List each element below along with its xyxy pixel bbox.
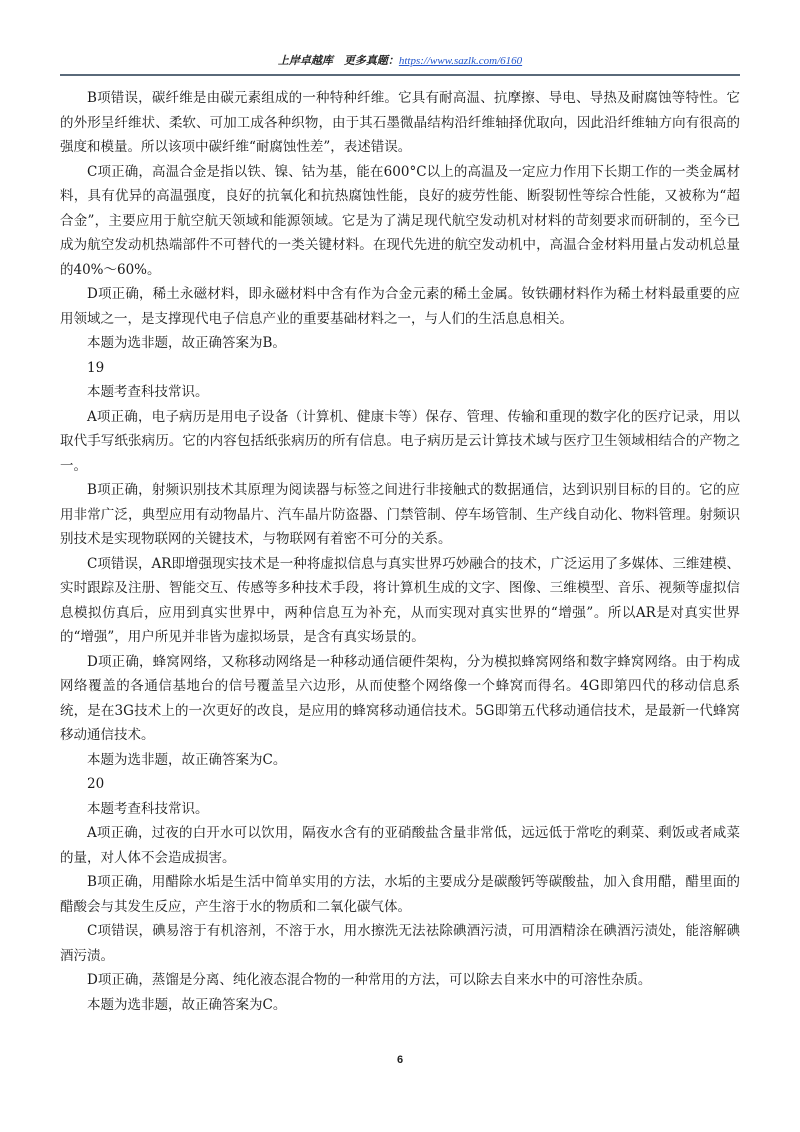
question-number: 20 <box>87 776 105 792</box>
header-link[interactable]: https://www.sazlk.com/6160 <box>398 55 523 67</box>
paragraph: B项正确，射频识别技术其原理为阅读器与标签之间进行非接触式的数据通信，达到识别目标的目的。它的应用非常广泛，典型应用有动物晶片、汽车晶片防盗器、门禁管制、停车场管制、生产线自动化、物料管理。射频识别技术是实现物联网的关键技术，与物联网有着密不可分的关系。 <box>60 482 740 547</box>
paragraph: 本题考查科技常识。 <box>87 384 209 400</box>
header-divider <box>60 74 740 76</box>
paragraph: B项错误，碳纤维是由碳元素组成的一种特种纤维。它具有耐高温、抗摩擦、导电、导热及耐腐蚀等特性。它的外形呈纤维状、柔软、可加工成各种织物，由于其石墨微晶结构沿纤维轴择优取向，因此沿纤维轴方向有很高的强度和模量。所以该项中碳纤维“耐腐蚀性差”，表述错误。 <box>60 90 740 155</box>
paragraph: D项正确，蜂窝网络，又称移动网络是一种移动通信硬件架构，分为模拟蜂窝网络和数字蜂窝网络。由于构成网络覆盖的各通信基地台的信号覆盖呈六边形，从而使整个网络像一个蜂窝而得名。4G即第四代的移动信息系统，是在3G技术上的一次更好的改良，是应用的蜂窝移动通信技术。5G即第五代移动通信技术，是最新一代蜂窝移动通信技术。 <box>60 653 740 743</box>
paragraph: 本题为选非题，故正确答案为B。 <box>87 335 286 351</box>
document-body <box>60 86 740 1018</box>
header-label: 上岸卓越库 更多真题： <box>277 55 399 67</box>
question-number: 19 <box>87 359 105 376</box>
paragraph: 本题为选非题，故正确答案为C。 <box>87 751 287 768</box>
paragraph: A项正确，过夜的白开水可以饮用，隔夜水含有的亚硝酸盐含量非常低，远远低于常吃的剩菜、剩饭或者咸菜的量，对人体不会造成损害。 <box>60 825 740 866</box>
paragraph: C项错误，碘易溶于有机溶剂，不溶于水，用水擦洗无法祛除碘酒污渍，可用酒精涂在碘酒污渍处，能溶解碘酒污渍。 <box>60 923 740 964</box>
paragraph: A项正确，电子病历是用电子设备（计算机、健康卡等）保存、管理、传输和重现的数字化的医疗记录，用以取代手写纸张病历。它的内容包括纸张病历的所有信息。电子病历是云计算技术域与医疗卫生领域相结合的产物之一。 <box>60 408 740 474</box>
paragraph: 本题考查科技常识。 <box>87 800 209 817</box>
paragraph: C项错误，AR即增强现实技术是一种将虚拟信息与真实世界巧妙融合的技术，广泛运用了多媒体、三维建模、实时跟踪及注册、智能交互、传感等多种技术手段，将计算机生成的文字、图像、三维模型、音乐、视频等虚拟信息模拟仿真后，应用到真实世界中，两种信息互为补充，从而实现对真实世界的“增强”。所以AR是对真实世界的“增强”，用户所见并非皆为虚拟场景，是含有真实场景的。 <box>60 555 740 645</box>
paragraph: D项正确，蒸馏是分离、纯化液态混合物的一种常用的方法，可以除去自来水中的可溶性杂质。 <box>87 972 652 988</box>
question-number <box>60 1017 740 1018</box>
paragraph: 本题为选非题，故正确答案为C。 <box>87 996 287 1013</box>
paragraph: B项正确，用醋除水垢是生活中简单实用的方法，水垢的主要成分是碳酸钙等碳酸盐，加入食用醋，醋里面的醋酸会与其发生反应，产生溶于水的物质和二氧化碳气体。 <box>60 874 740 915</box>
paragraph: C项正确，高温合金是指以铁、镍、钴为基，能在600°C以上的高温及一定应力作用下长期工作的一类金属材料，具有优异的高温强度，良好的抗氧化和抗热腐蚀性能，良好的疲劳性能、断裂韧性等综合性能，又被称为“超合金”，主要应用于航空航天领域和能源领域。它是为了满足现代航空发动机对材料的苛刻要求而研制的，至今已成为航空发动机热端部件不可替代的一类关键材料。在现代先进的航空发动机中，高温合金材料用量占发动机总量的40%～60%。 <box>60 163 740 278</box>
page-header <box>60 52 740 72</box>
paragraph: D项正确，稀土永磁材料，即永磁材料中含有作为合金元素的稀土金属。钕铁硼材料作为稀土材料最重要的应用领域之一，是支撑现代电子信息产业的重要基础材料之一，与人们的生活息息相关。 <box>60 286 740 327</box>
page-number: 6 <box>396 1054 404 1066</box>
